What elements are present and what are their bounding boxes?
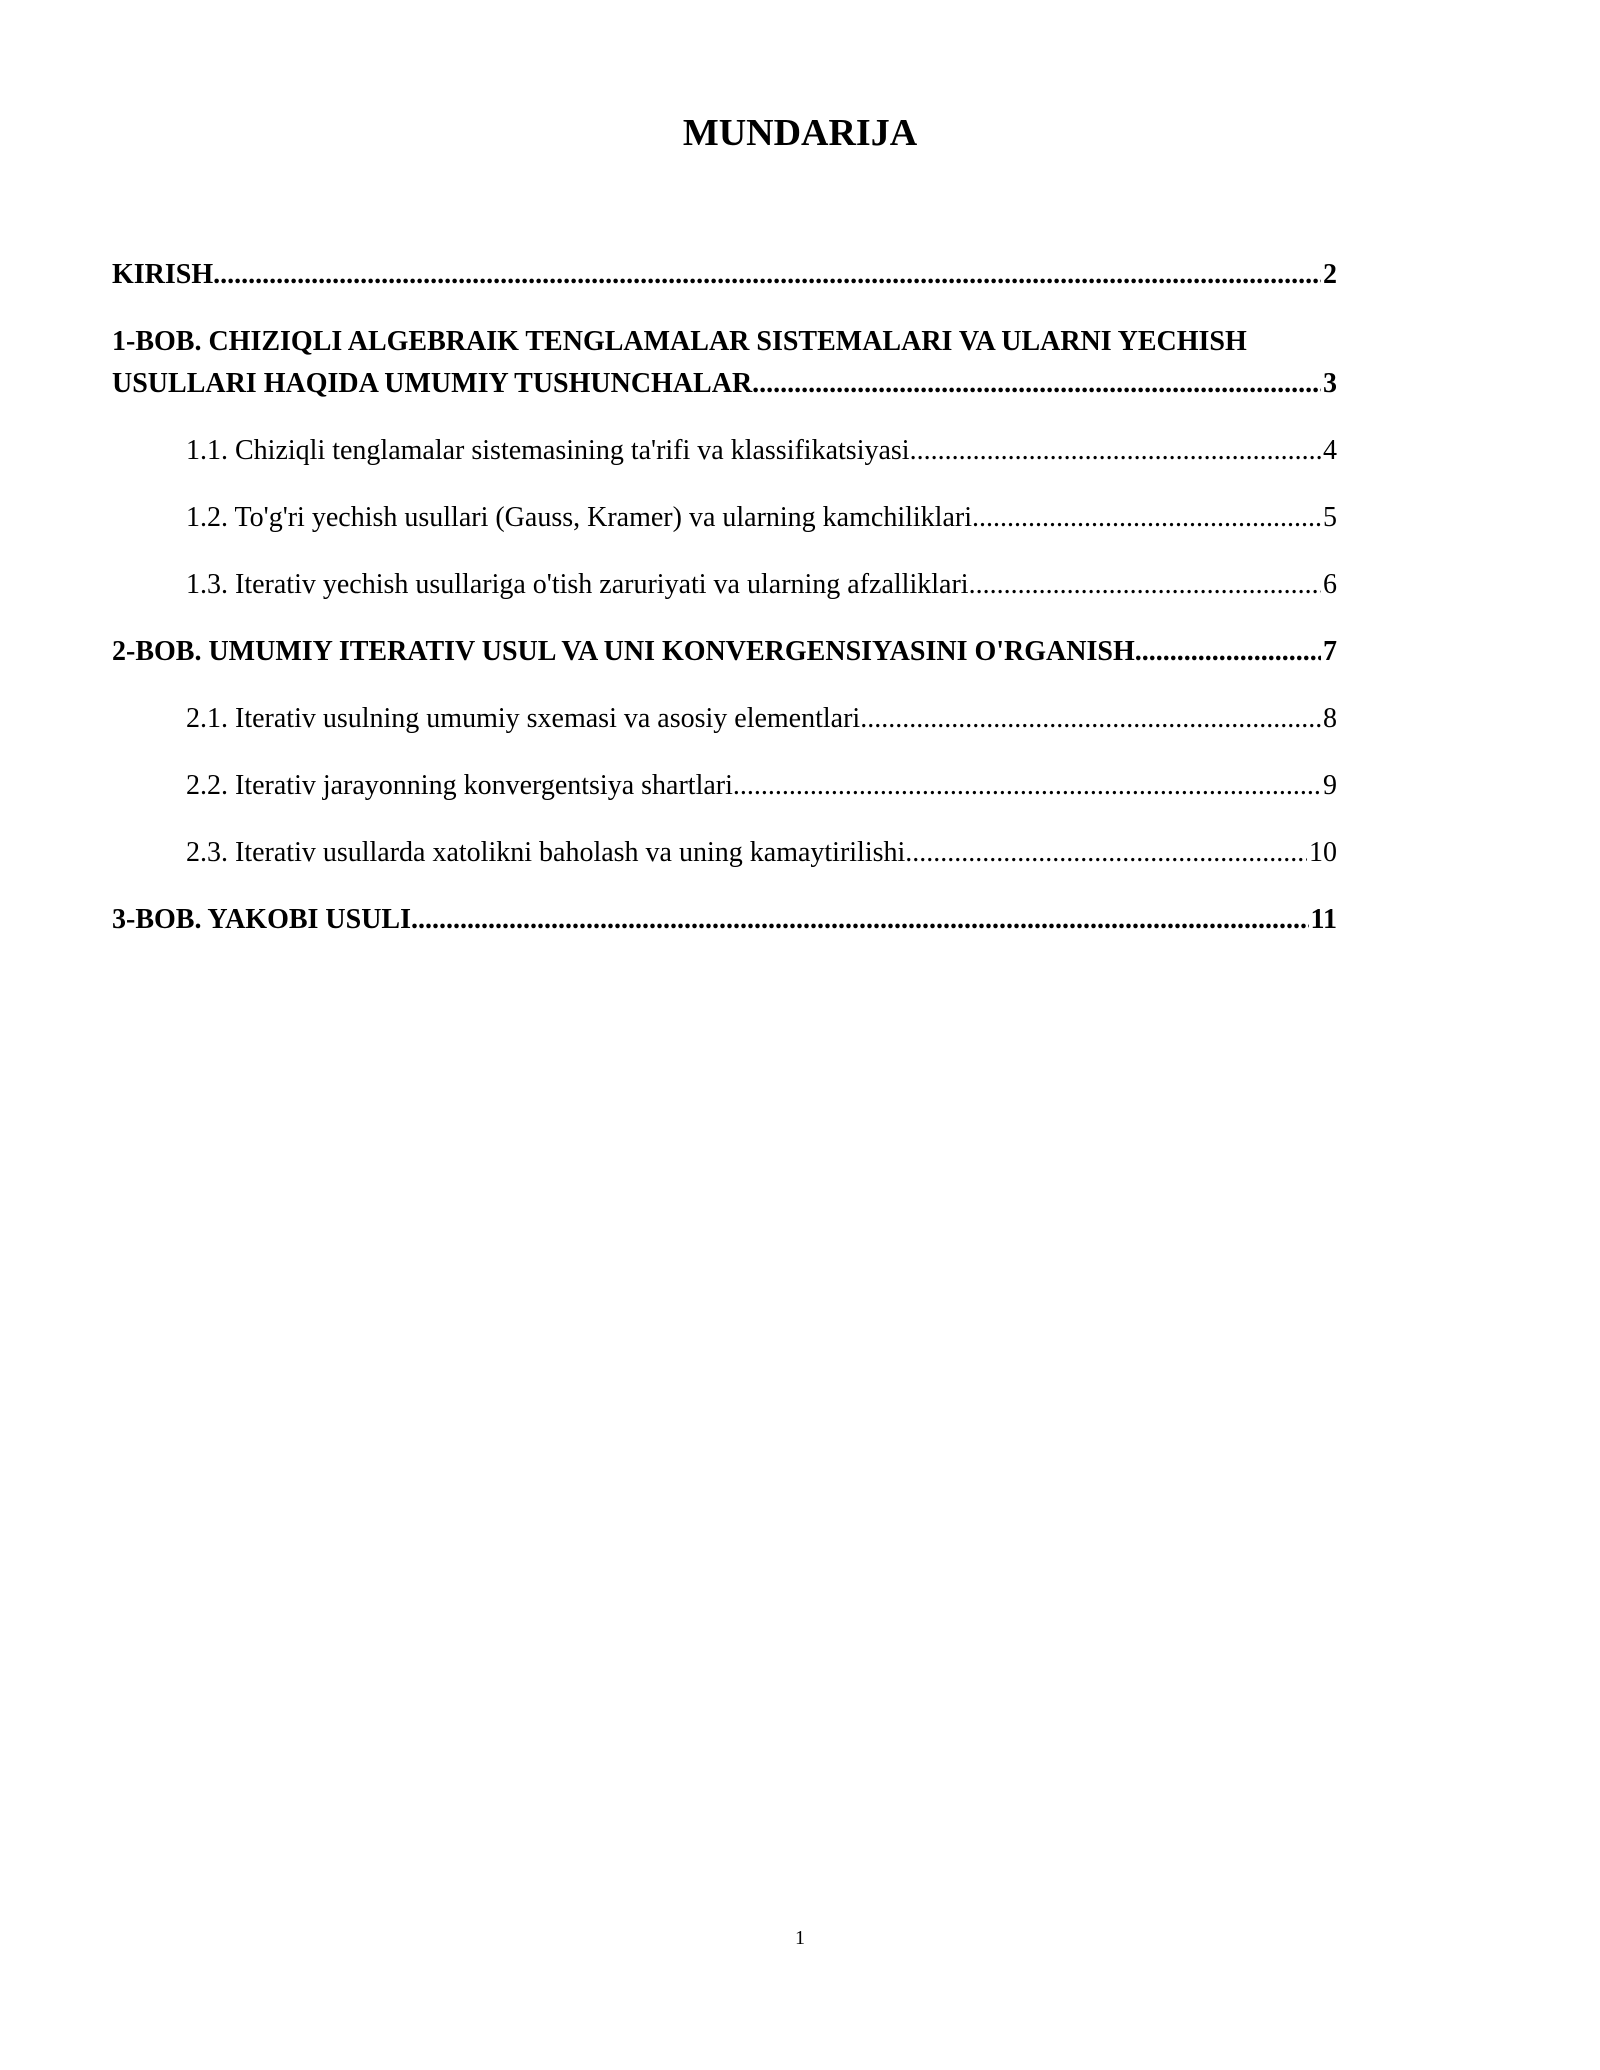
toc-entry-kirish[interactable] — [112, 254, 1337, 296]
toc-page-number: 10 — [1309, 837, 1337, 868]
toc-entry-text: KIRISH — [112, 259, 214, 290]
toc-entry-section-1-1[interactable] — [112, 430, 1337, 472]
table-of-contents — [112, 254, 1337, 966]
toc-entry-text: USULLARI HAQIDA UMUMIY TUSHUNCHALAR — [112, 368, 753, 399]
toc-entry-section-2-3[interactable] — [112, 832, 1337, 874]
toc-entry-chapter-2[interactable] — [112, 631, 1337, 673]
toc-entry-text: 1.1. Chiziqli tenglamalar sistemasining ta'rifi va klassifikatsiyasi — [186, 435, 910, 466]
toc-page-number: 6 — [1323, 569, 1337, 600]
dot-leader — [969, 564, 1321, 606]
dot-leader — [213, 254, 1321, 296]
toc-entry-text: 2-BOB. UMUMIY ITERATIV USUL VA UNI KONVERGENSIYASINI O'RGANISH — [112, 636, 1135, 667]
dot-leader — [860, 698, 1321, 740]
toc-entry-text-line1: 1-BOB. CHIZIQLI ALGEBRAIK TENGLAMALAR SISTEMALARI VA ULARNI YECHISH — [112, 326, 1247, 357]
toc-entry-text: 3-BOB. YAKOBI USULI — [112, 904, 412, 935]
toc-page-number: 5 — [1323, 502, 1337, 533]
toc-page-number: 3 — [1323, 368, 1337, 399]
toc-title: MUNDARIJA — [682, 112, 918, 154]
dot-leader — [972, 497, 1321, 539]
toc-entry-section-2-1[interactable] — [112, 698, 1337, 740]
toc-page-number: 7 — [1323, 636, 1337, 667]
toc-entry-section-2-2[interactable] — [112, 765, 1337, 807]
dot-leader — [905, 832, 1307, 874]
dot-leader — [1135, 631, 1321, 673]
toc-entry-text: 1.3. Iterativ yechish usullariga o'tish zaruriyati va ularning afzalliklari — [186, 569, 969, 600]
dot-leader — [733, 765, 1321, 807]
dot-leader — [411, 899, 1309, 941]
toc-page-number: 8 — [1323, 703, 1337, 734]
toc-page-number: 11 — [1310, 904, 1337, 935]
toc-entry-text: 1.2. To'g'ri yechish usullari (Gauss, Kramer) va ularning kamchiliklari — [186, 502, 972, 533]
toc-page-number: 4 — [1323, 435, 1337, 466]
toc-entry-section-1-3[interactable] — [112, 564, 1337, 606]
toc-page-number: 2 — [1323, 259, 1337, 290]
page-number: 1 — [795, 1927, 805, 1949]
toc-page-number: 9 — [1323, 770, 1337, 801]
toc-entry-section-1-2[interactable] — [112, 497, 1337, 539]
toc-entry-text: 2.2. Iterativ jarayonning konvergentsiya shartlari — [186, 770, 733, 801]
dot-leader — [910, 430, 1321, 472]
toc-entry-text: 2.1. Iterativ usulning umumiy sxemasi va asosiy elementlari — [186, 703, 861, 734]
toc-entry-text: 2.3. Iterativ usullarda xatolikni baholash va uning kamaytirilishi — [186, 837, 906, 868]
toc-entry-chapter-1[interactable] — [112, 321, 1337, 405]
toc-entry-chapter-3[interactable] — [112, 899, 1337, 941]
dot-leader — [752, 363, 1321, 405]
